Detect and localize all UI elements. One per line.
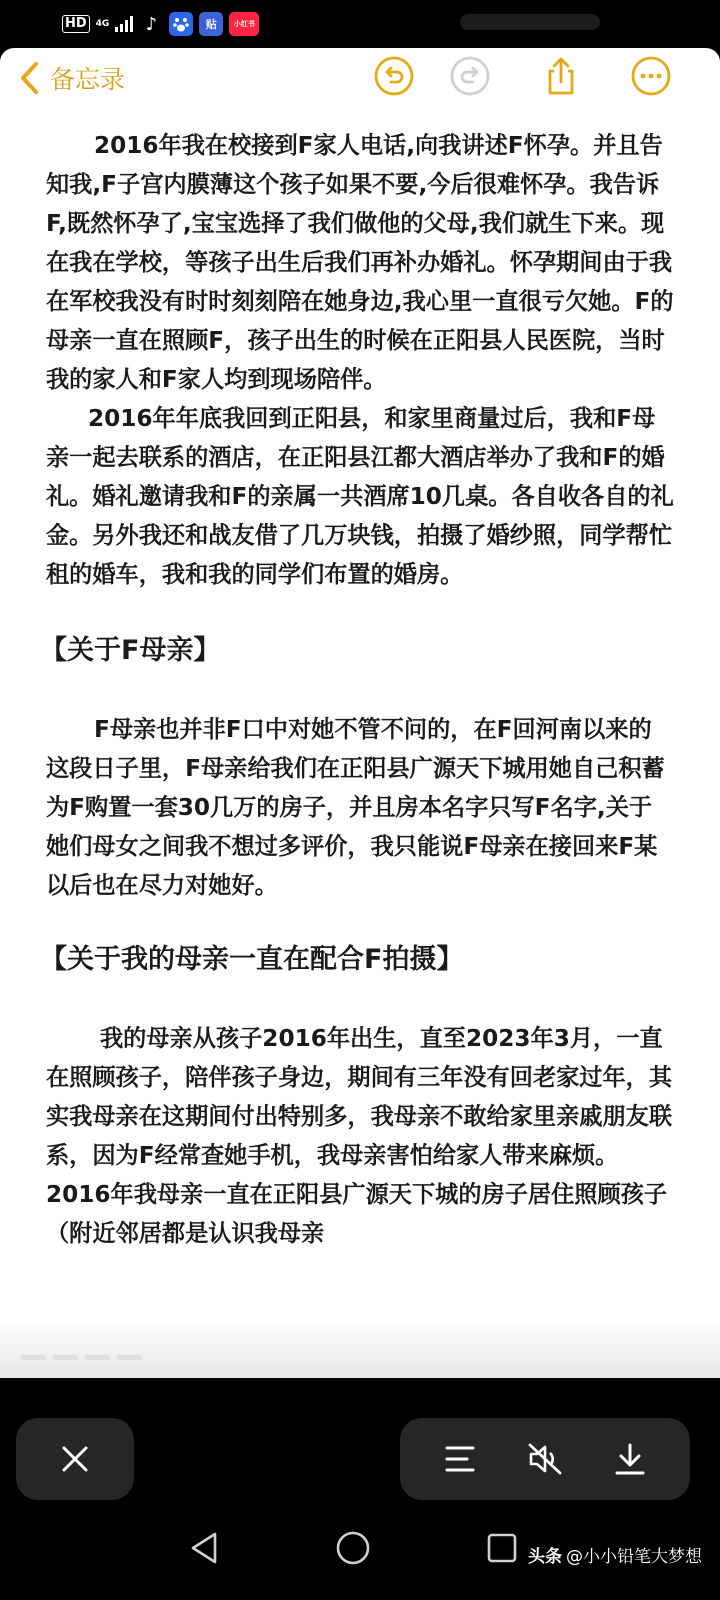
close-button[interactable] [16,1418,134,1500]
redo-button[interactable] [447,53,493,99]
triangle-back-icon [187,1530,221,1566]
note-paragraph: 2016年我在校接到F家人电话,向我讲述F怀孕。并且告知我,F子宫内膜薄这个孩子如果不要,今后很难怀孕。我告诉F,既然怀孕了,宝宝选择了我们做他的父母,我们就生下来。现在我在学校，等孩子出生后我们再补办婚礼。怀孕期间由于我在军校我没有时时刻刻陪在她身边,我心里一直很亏欠她。F的母亲一直在照顾F，孩子出生的时候在正阳县人民医院，当时我的家人和F家人均到现场陪伴。 [46,132,674,393]
mute-icon [527,1442,563,1476]
media-controls [400,1418,690,1500]
nav-back-button[interactable] [182,1526,226,1570]
share-icon [540,55,582,97]
watermark-handle: @小小铅笔大梦想 [566,1547,702,1567]
note-paragraph: 2016年年底我回到正阳县，和家里商量过后，我和F母亲一起去联系的酒店，在正阳县江都大酒店举办了我和F的婚礼。婚礼邀请我和F的亲属一共酒席10几桌。各自收各自的礼金。另外我还和战友借了几万块钱，拍摄了婚纱照，同学帮忙租的婚车，我和我的同学们布置的婚房。 [46,405,674,588]
close-icon [60,1444,90,1474]
notes-app [0,48,720,1378]
section-heading: 【关于我的母亲一直在配合F拍摄】 [40,944,464,975]
back-label: 备忘录 [50,65,126,94]
square-recents-icon [485,1531,519,1565]
nav-recents-button[interactable] [480,1526,524,1570]
signal-icon [115,16,133,32]
viewer-overlay [0,1378,720,1600]
network-indicator: 4G [95,19,110,29]
system-nav-bar [0,1506,720,1600]
notes-toolbar [0,48,720,108]
baidu-icon [169,12,193,36]
hd-indicator: HD [62,15,90,33]
chevron-left-icon [18,61,40,95]
back-button[interactable] [18,56,125,100]
note-paragraph: 我的母亲从孩子2016年出生，直至2023年3月，一直在照顾孩子，陪伴孩子身边，期间有三年没有回老家过年，其实我母亲在这期间付出特别多，我母亲不敢给家里亲戚朋友联系，因为F经常查她手机，我母亲害怕给家人带来麻烦。2016年我母亲一直在正阳县广源天下城的房子居住照顾孩子（附近邻居都是认识我母亲 [46,1025,673,1247]
download-icon [614,1442,646,1476]
status-bar [0,0,720,48]
undo-icon [373,55,415,97]
circle-home-icon [335,1530,371,1566]
watermark [528,1542,702,1567]
page-indicator [20,1355,142,1360]
undo-button[interactable] [371,53,417,99]
mute-button[interactable] [520,1434,570,1484]
share-button[interactable] [538,53,584,99]
watermark-brand: 头条 [528,1547,562,1567]
more-icon [630,55,672,97]
download-button[interactable] [605,1434,655,1484]
menu-icon [444,1444,476,1474]
tieba-icon: 贴 [199,12,223,36]
xiaohongshu-icon: 小红书 [229,12,259,36]
tiktok-icon: ♪ [139,12,163,36]
redo-icon [449,55,491,97]
menu-button[interactable] [435,1434,485,1484]
note-paragraph: F母亲也并非F口中对她不管不问的，在F回河南以来的这段日子里，F母亲给我们在正阳县广源天下城用她自己积蓄为F购置一套30几万的房子，并且房本名字只写F名字,关于她们母女之间我不想过多评价，我只能说F母亲在接回来F某以后也在尽力对她好。 [46,716,665,899]
status-left [62,12,259,36]
status-right-blur [460,14,600,30]
nav-home-button[interactable] [331,1526,375,1570]
section-heading: 【关于F母亲】 [40,635,221,666]
bottom-fade [0,1318,720,1378]
more-button[interactable] [628,53,674,99]
note-body[interactable] [40,126,674,1253]
